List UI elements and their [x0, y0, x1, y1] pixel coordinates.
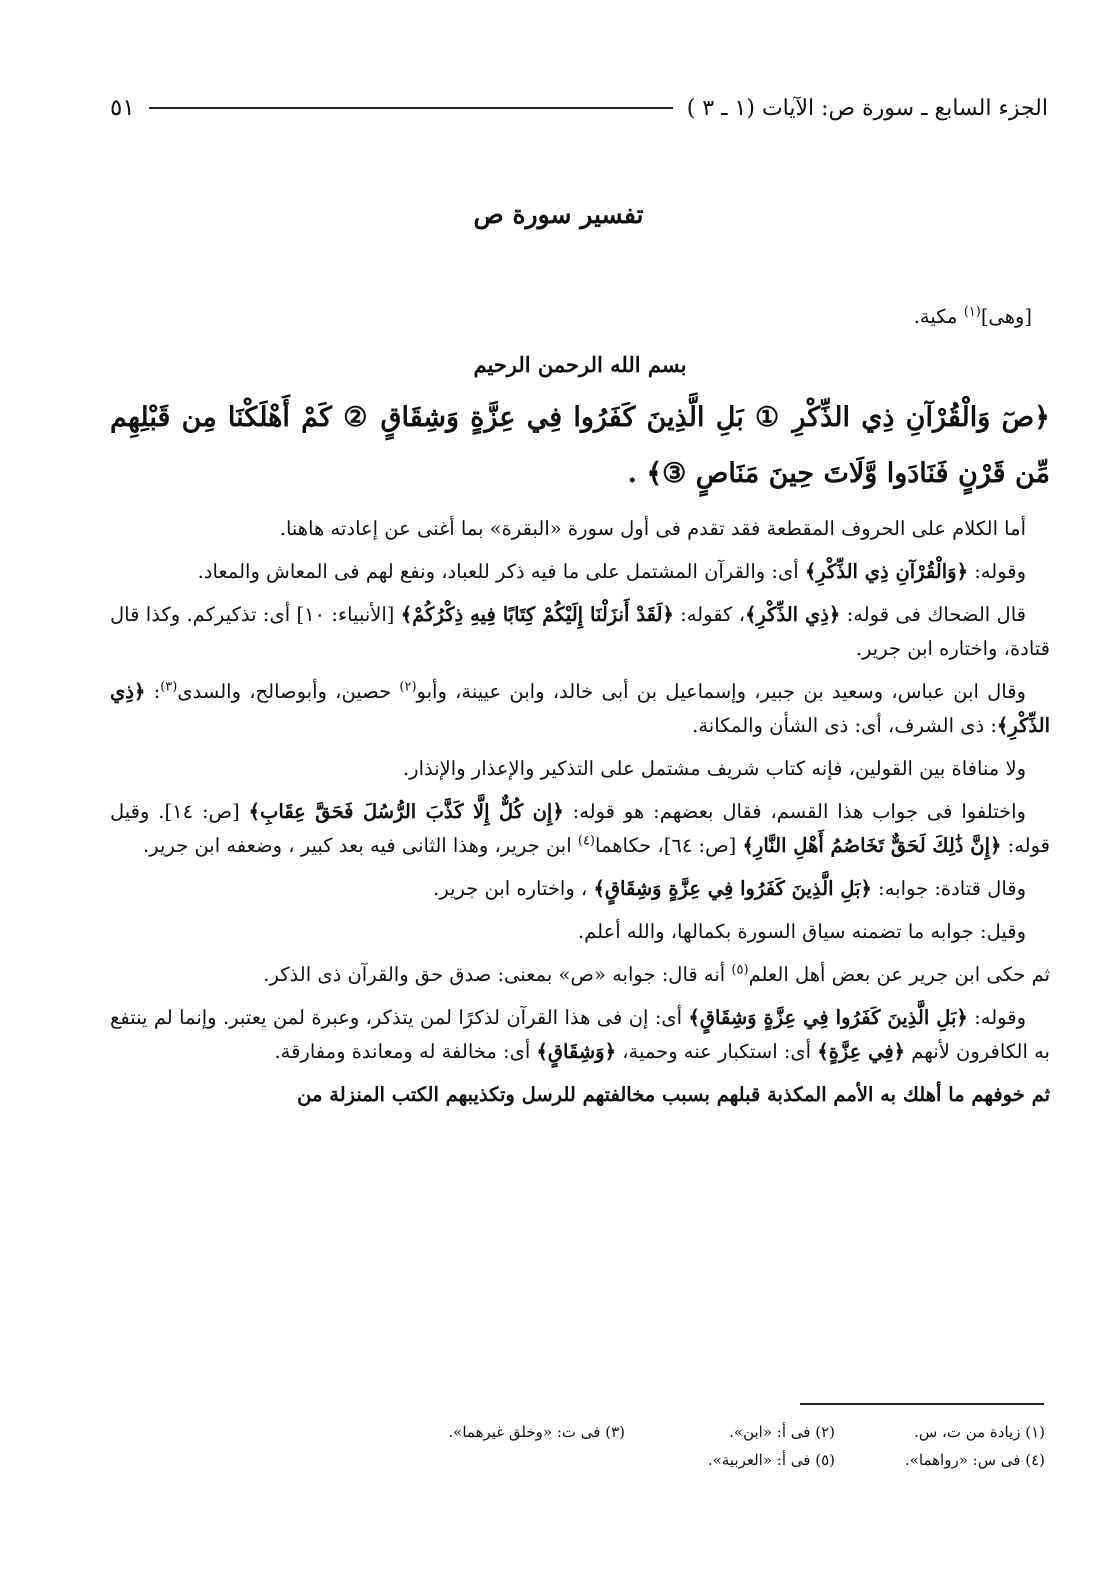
paragraph-5: ولا منافاة بين القولين، فإنه كتاب شريف مشتمل على التذكير والإعذار والإنذار.	[402, 757, 1026, 780]
text-span: وقال ابن عباس، وسعيد بن جبير، وإسماعيل بن أبى خالد، وابن عيينة، وأبو	[416, 680, 1026, 703]
text-span: ابن جرير، وهذا الثانى فيه بعد كبير ، وضعفه ابن جرير.	[143, 834, 578, 857]
quran-quote: ﴿إِن كُلٌّ إِلَّا كَذَّبَ الرُّسُلَ فَحَقَّ عِقَابِ﴾	[248, 800, 564, 823]
paragraph-10	[110, 1001, 1050, 1069]
footnote-5: (٥) فى أ: «العربية».	[707, 1451, 835, 1469]
intro-line	[110, 300, 1050, 334]
text-span: حصين، وأبوصالح، والسدى	[177, 680, 400, 703]
basmala: بسم الله الرحمن الرحيم	[473, 352, 687, 377]
quran-quote: ﴿وَشِقَاقٍ﴾	[536, 1040, 617, 1063]
paragraph-1: أما الكلام على الحروف المقطعة فقد تقدم فى أول سورة «البقرة» بما أغنى عن إعادته هاهنا.	[279, 517, 1026, 540]
footnote-ref: (٥)	[731, 962, 749, 978]
text-span: [الأنبياء: ١٠] أى: تذكيركم. وكذا قال قتادة، واختاره ابن جرير.	[110, 603, 1050, 660]
footnote-ref: (٢)	[399, 679, 417, 695]
quran-quote: ﴿إِنَّ ذَٰلِكَ لَحَقٌّ تَخَاصُمُ أَهْلِ النَّارِ﴾	[742, 834, 1002, 857]
quran-quote: ﴿ذِي الذِّكْرِ﴾	[110, 680, 1050, 737]
paragraph-2	[110, 555, 1050, 589]
footnote-ref: (٤)	[577, 833, 595, 849]
text-span: :	[145, 680, 161, 703]
text-span: : ذى الشرف، أى: ذى الشأن والمكانة.	[692, 714, 997, 737]
page-header	[110, 88, 1048, 128]
footnote-4: (٤) فى س: «رواهما».	[904, 1451, 1045, 1469]
intro-text: [وهى]	[980, 305, 1032, 328]
quran-quote: ﴿ذِي الذِّكْرِ﴾	[744, 603, 841, 626]
footnote-ref: (٣)	[160, 679, 178, 695]
footnote-1: (١) زيادة من ت، س.	[914, 1423, 1045, 1441]
paragraph-6	[110, 795, 1050, 863]
footnote-ref: (١)	[963, 304, 981, 320]
text-span: واختلفوا فى جواب هذا القسم، فقال بعضهم: هو قوله:	[563, 800, 1026, 823]
running-title: الجزء السابع ـ سورة ص: الآيات (١ ـ ٣ )	[686, 95, 1048, 121]
page-number: ٥١	[110, 95, 135, 121]
footnote-3: (٣) فى ت: «وخلق غيرهما».	[448, 1423, 625, 1441]
commentary-body	[110, 300, 1050, 1121]
text-span: ، كقوله:	[673, 603, 745, 626]
quran-quote: ﴿لَقَدْ أَنزَلْنَا إِلَيْكُمْ كِتَابًا فِيهِ ذِكْرُكُمْ﴾	[400, 603, 674, 626]
text-span: وقوله:	[967, 1006, 1026, 1029]
text-span: أنه قال: جوابه «ص» بمعنى: صدق حق والقرآن ذى الذكر.	[263, 963, 732, 986]
paragraph-11: ثم خوفهم ما أهلك به الأمم المكذبة قبلهم بسبب مخالفتهم للرسل وتكذيبهم الكتب المنزلة من	[297, 1083, 1050, 1106]
text-span: وقال قتادة: جوابه:	[871, 877, 1026, 900]
paragraph-3	[110, 598, 1050, 666]
paragraph-4	[110, 675, 1050, 743]
paragraph-9	[110, 958, 1050, 992]
quran-quote: ﴿بَلِ الَّذِينَ كَفَرُوا فِي عِزَّةٍ وَشِقَاقٍ﴾	[688, 1006, 968, 1029]
quran-quote: ﴿فِي عِزَّةٍ﴾	[817, 1040, 906, 1063]
text-span: وقوله:	[968, 560, 1026, 583]
text-span: ثم حكى ابن جرير عن بعض أهل العلم	[748, 963, 1050, 986]
quran-quote: ﴿بَلِ الَّذِينَ كَفَرُوا فِي عِزَّةٍ وَشِقَاقٍ﴾	[593, 877, 872, 900]
footnotes	[380, 1418, 1045, 1474]
footnote-separator	[800, 1403, 1044, 1405]
paragraph-7	[110, 872, 1050, 906]
text-span: [ص: ١٤]. وقيل قوله:	[110, 800, 1050, 857]
text-span: أى: استكبار عنه وحمية،	[616, 1040, 818, 1063]
intro-rest: مكية.	[913, 305, 964, 328]
header-rule	[149, 107, 673, 109]
quran-quote: ﴿وَالْقُرْآنِ ذِي الذِّكْرِ﴾	[804, 560, 969, 583]
text-span: [ص: ٦٤]، حكاهما	[595, 834, 743, 857]
text-span: أى: والقرآن المشتمل على ما فيه ذكر للعباد، ونفع لهم فى المعاش والمعاد.	[197, 560, 805, 583]
footnote-row	[380, 1418, 1045, 1446]
text-span: ، واختاره ابن جرير.	[433, 877, 594, 900]
quran-verses: ﴿صٓ وَالْقُرْآنِ ذِي الذِّكْرِ ① بَلِ الَّذِينَ كَفَرُوا فِي عِزَّةٍ وَشِقَاقٍ ② كَمْ أَهْلَكْنَا مِن قَبْلِهِم مِّن قَرْنٍ فَنَادَوا وَّلَاتَ حِينَ مَنَاصٍ ③﴾ .	[110, 402, 1050, 489]
text-span: قال الضحاك فى قوله:	[840, 603, 1026, 626]
footnote-2: (٢) فى أ: «ابن».	[729, 1423, 835, 1441]
paragraph-8: وقيل: جوابه ما تضمنه سياق السورة بكمالها، والله أعلم.	[577, 920, 1026, 943]
text-span: أى: إن فى هذا القرآن لذكرًا لمن يتذكر، وعبرة لمن يعتبر. وإنما لم ينتفع به الكافرون لأنهم	[110, 1006, 1050, 1063]
surah-title: تفسير سورة ص	[473, 200, 644, 229]
text-span: أى: مخالفة له ومعاندة ومفارقة.	[274, 1040, 537, 1063]
footnote-row	[380, 1446, 1045, 1474]
